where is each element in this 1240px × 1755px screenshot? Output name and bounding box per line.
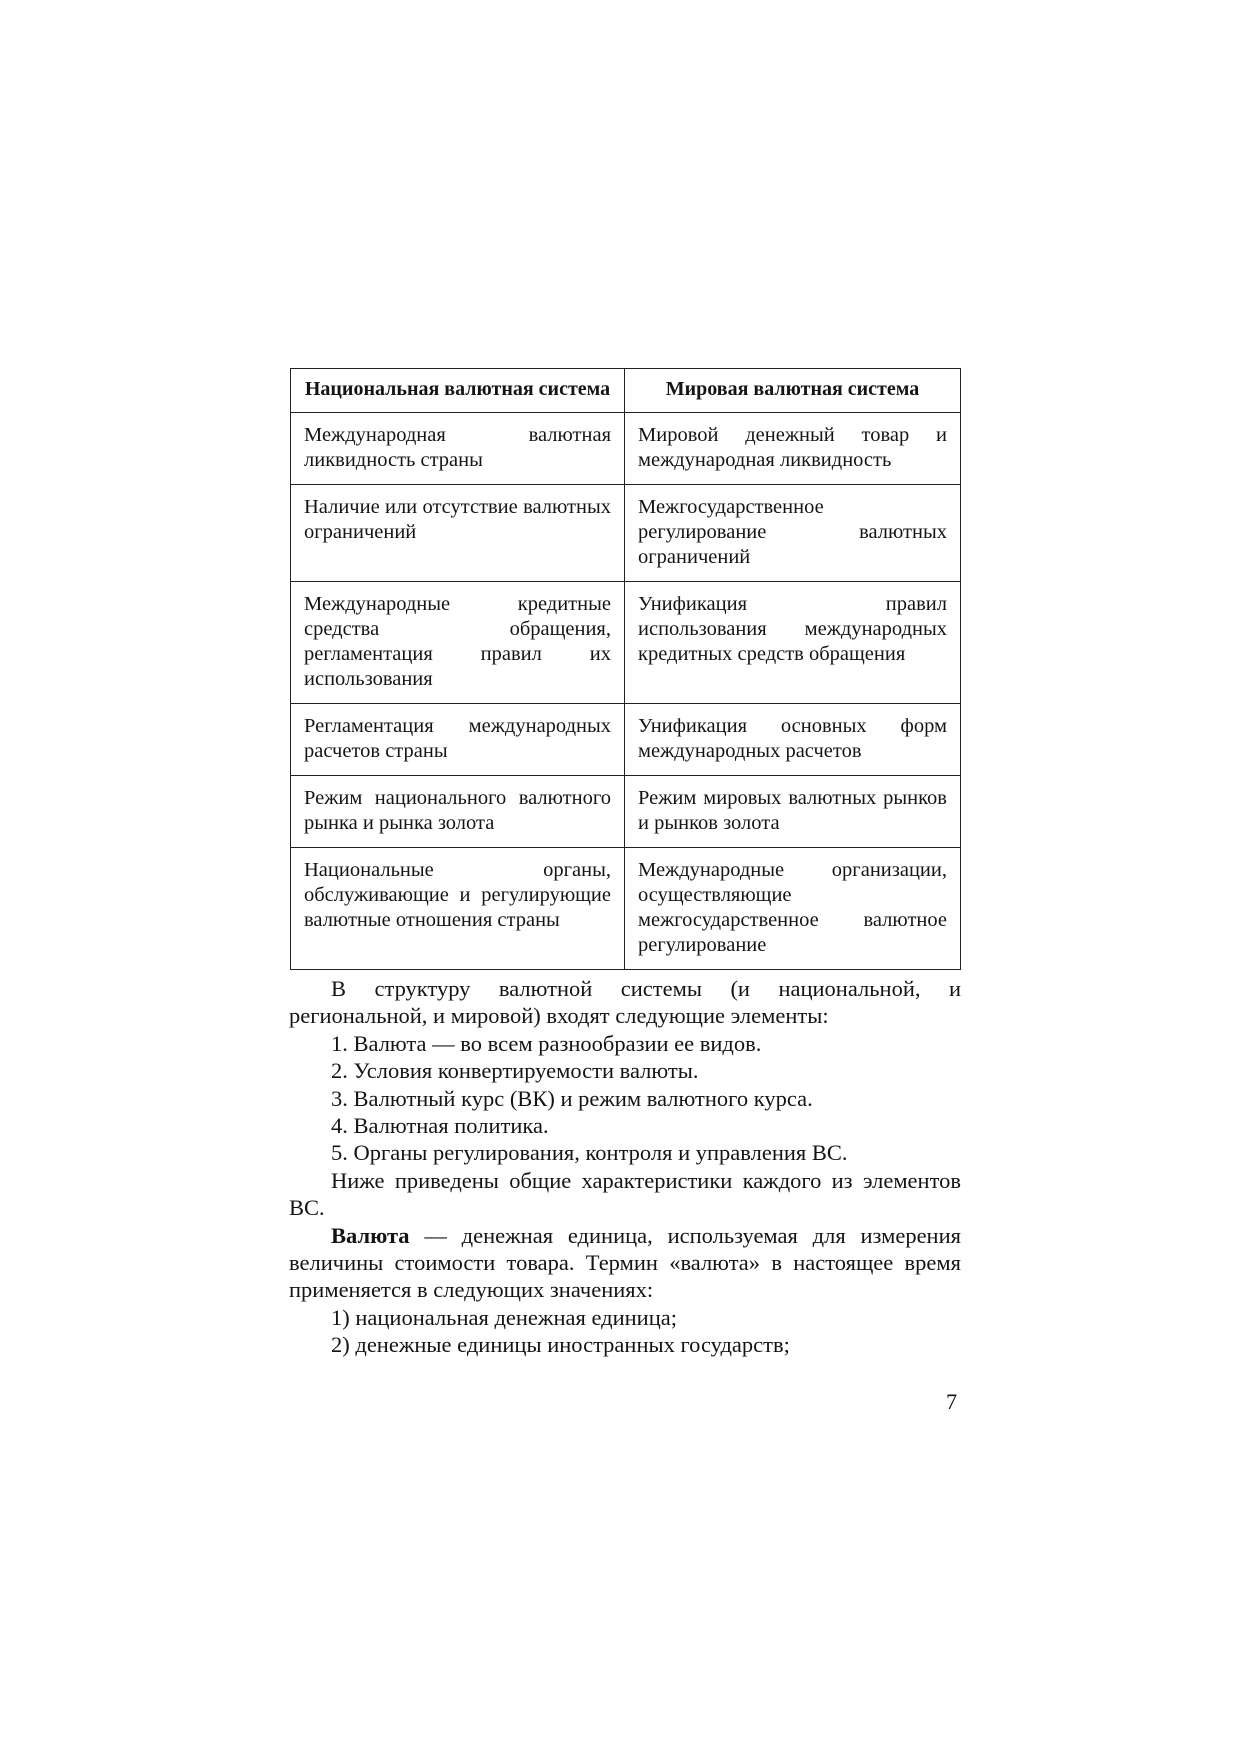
table-row — [291, 582, 961, 704]
table-cell: Режим национального валютного рынка и рынка золота — [291, 776, 625, 848]
list-item: 4. Валютная политика. — [331, 1113, 549, 1139]
table-cell: Международная валютная ликвидность страны — [291, 413, 625, 485]
body-text — [289, 975, 961, 1359]
header-national: Национальная валютная система — [291, 369, 625, 413]
table-cell: Наличие или отсутствие валютных ограничений — [291, 485, 625, 582]
list-item: 3. Валютный курс (ВК) и режим валютного курса. — [331, 1085, 813, 1111]
header-world: Мировая валютная система — [625, 369, 961, 413]
list-item: 2. Условия конвертируемости валюты. — [331, 1058, 699, 1084]
table-row — [291, 776, 961, 848]
list-item: 5. Органы регулирования, контроля и управления ВС. — [331, 1140, 848, 1166]
definition-paragraph — [289, 1222, 961, 1304]
page-number: 7 — [946, 1389, 957, 1414]
definition-text: — денежная единица, используемая для измерения величины стоимости товара. Термин «валюта» в настоящее время применяется в следующих значениях: — [289, 1222, 961, 1303]
table-cell: Межгосударственное регулирование валютных ограничений — [625, 485, 961, 582]
list-item: 1. Валюта — во всем разнообразии ее видов. — [331, 1030, 762, 1056]
table-cell: Регламентация международных расчетов страны — [291, 704, 625, 776]
table-cell: Международные организации, осуществляющие межгосударственное валютное регулирование — [625, 848, 961, 970]
term-valyuta: Валюта — [331, 1222, 410, 1248]
intro-paragraph: В структуру валютной системы (и национальной, и региональной, и мировой) входят следующие элементы: — [289, 976, 961, 1029]
list-item: 1) национальная денежная единица; — [331, 1304, 677, 1330]
table-cell: Национальные органы, обслуживающие и регулирующие валютные отношения страны — [291, 848, 625, 970]
table-cell: Режим мировых валютных рынков и рынков золота — [625, 776, 961, 848]
table-cell: Мировой денежный товар и международная ликвидность — [625, 413, 961, 485]
list-item: 2) денежные единицы иностранных государств; — [331, 1332, 790, 1358]
table-row — [291, 704, 961, 776]
table-row — [291, 413, 961, 485]
summary-paragraph: Ниже приведены общие характеристики каждого из элементов ВС. — [289, 1167, 961, 1221]
table-cell: Унификация правил использования международных кредитных средств обращения — [625, 582, 961, 704]
table-row — [291, 485, 961, 582]
table-cell: Унификация основных форм международных расчетов — [625, 704, 961, 776]
comparison-table — [290, 368, 961, 970]
table-cell: Международные кредитные средства обращения, регламентация правил их использования — [291, 582, 625, 704]
table-row — [291, 848, 961, 970]
table-header-row — [291, 369, 961, 413]
